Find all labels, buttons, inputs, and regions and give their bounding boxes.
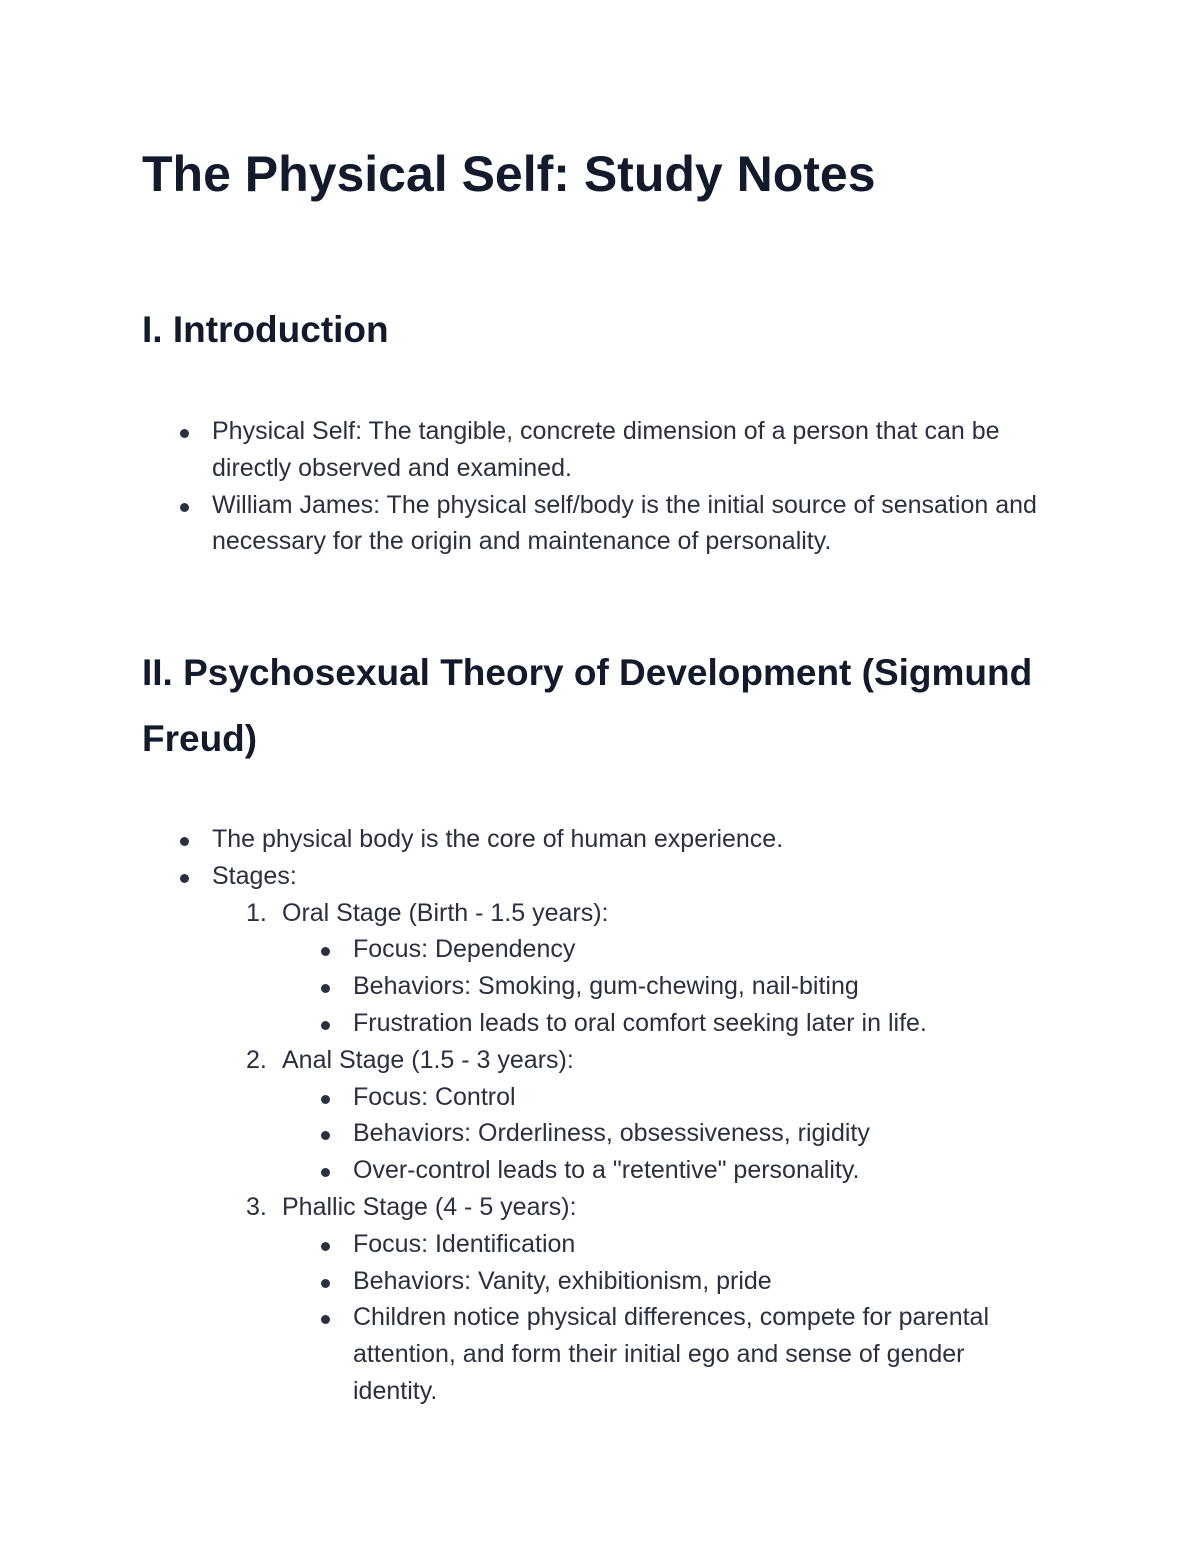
list-item xyxy=(142,1152,1052,1189)
stage-item-oral xyxy=(142,895,1052,932)
list-item xyxy=(142,1005,1052,1042)
list-item-text: Children notice physical differences, compete for parental attention, and form their initial ego and sense of gender identity. xyxy=(353,1303,989,1405)
bullet-icon xyxy=(180,503,189,512)
introduction-list xyxy=(142,413,1052,560)
bullet-icon xyxy=(321,1279,330,1288)
stage-number: 1. xyxy=(246,898,267,927)
list-item-text: Stages: xyxy=(212,861,297,890)
list-item xyxy=(142,1079,1052,1116)
bullet-icon xyxy=(321,984,330,993)
list-item-stages xyxy=(142,858,1052,895)
bullet-icon xyxy=(321,947,330,956)
bullet-icon xyxy=(321,1095,330,1104)
bullet-icon xyxy=(321,1021,330,1030)
list-item-text: Focus: Dependency xyxy=(353,935,576,964)
list-item xyxy=(142,1299,1052,1409)
stage-number: 3. xyxy=(246,1192,267,1221)
stage-title: Anal Stage (1.5 - 3 years): xyxy=(282,1045,574,1074)
list-item-text: Physical Self: The tangible, concrete dimension of a person that can be directly observed and examined. xyxy=(212,417,1000,482)
list-item xyxy=(142,1115,1052,1152)
bullet-icon xyxy=(180,837,189,846)
section-heading-introduction: I. Introduction xyxy=(142,309,389,350)
list-item-text: Behaviors: Smoking, gum-chewing, nail-biting xyxy=(353,972,859,1001)
list-item xyxy=(142,821,1052,858)
bullet-icon xyxy=(180,429,189,438)
list-item-text: Behaviors: Orderliness, obsessiveness, rigidity xyxy=(353,1119,870,1148)
stage-item-phallic xyxy=(142,1189,1052,1226)
bullet-icon xyxy=(321,1131,330,1140)
list-item xyxy=(142,1226,1052,1263)
list-item-text: Frustration leads to oral comfort seeking later in life. xyxy=(353,1008,927,1037)
bullet-icon xyxy=(321,1242,330,1251)
list-item xyxy=(142,931,1052,968)
bullet-icon xyxy=(321,1168,330,1177)
list-item xyxy=(142,487,1052,561)
bullet-icon xyxy=(321,1315,330,1324)
list-item-text: Over-control leads to a "retentive" personality. xyxy=(353,1156,860,1185)
stage-number: 2. xyxy=(246,1045,267,1074)
list-item-text: William James: The physical self/body is the initial source of sensation and necessary for the origin and maintenance of personality. xyxy=(212,490,1037,556)
stage-title: Phallic Stage (4 - 5 years): xyxy=(282,1192,577,1221)
list-item-text: Focus: Control xyxy=(353,1082,516,1111)
freud-list xyxy=(142,821,1052,1410)
document-title: The Physical Self: Study Notes xyxy=(142,146,876,202)
list-item-text: The physical body is the core of human experience. xyxy=(212,825,784,853)
list-item xyxy=(142,413,1052,487)
stage-item-anal xyxy=(142,1042,1052,1079)
list-item xyxy=(142,968,1052,1005)
bullet-icon xyxy=(180,874,189,883)
list-item-text: Behaviors: Vanity, exhibitionism, pride xyxy=(353,1266,772,1295)
list-item-text: Focus: Identification xyxy=(353,1229,576,1258)
stage-title: Oral Stage (Birth - 1.5 years): xyxy=(282,898,609,927)
section-heading-freud: II. Psychosexual Theory of Development (Sigmund Freud) xyxy=(142,652,1033,759)
list-item xyxy=(142,1263,1052,1300)
